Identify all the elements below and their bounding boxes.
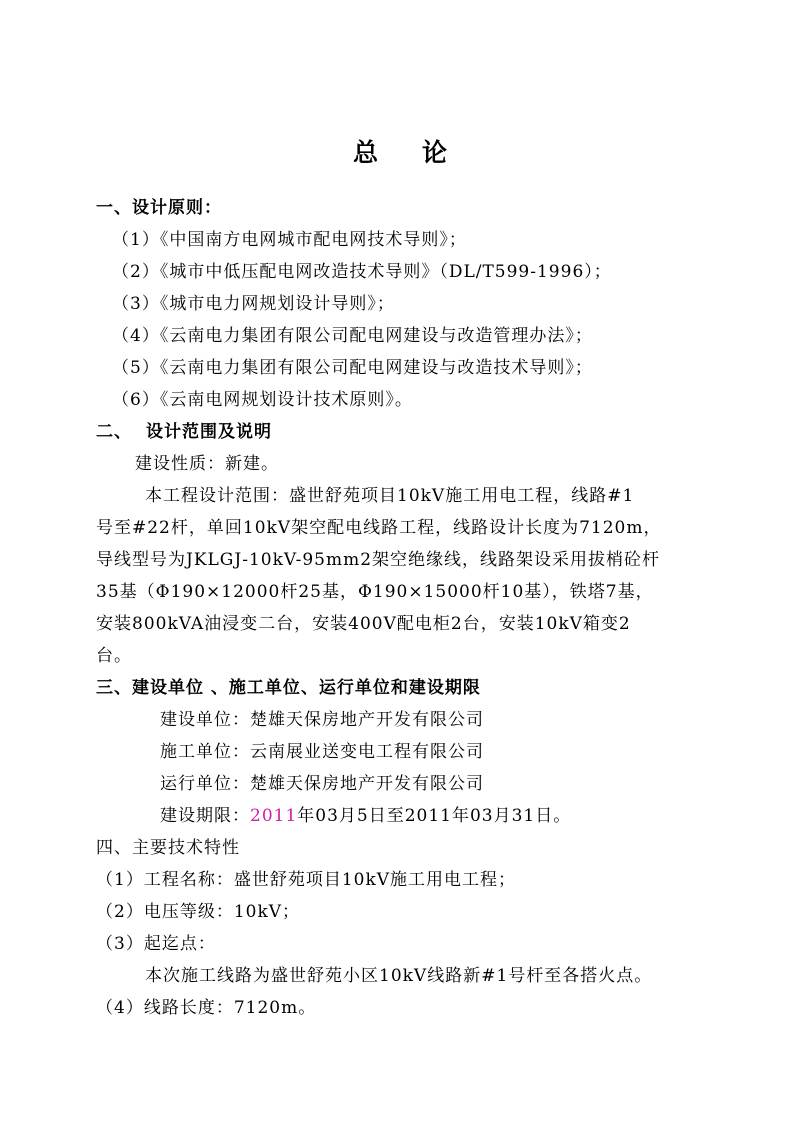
operator-unit: 运行单位：楚雄天保房地产开发有限公司 — [160, 774, 484, 794]
scope-line: 35基（Φ190×12000杆25基，Φ190×15000杆10基），铁塔7基， — [96, 582, 654, 602]
scope-line: 本工程设计范围：盛世舒苑项目10kV施工用电工程，线路#1 — [145, 486, 635, 506]
construction-nature: 建设性质：新建。 — [135, 454, 279, 474]
principle-item: （2）《城市中低压配电网改造技术导则》（DL/T599-1996）； — [112, 262, 612, 282]
period-year-highlight: 2011 — [250, 806, 298, 826]
section-1-heading: 一、设计原则： — [96, 198, 222, 218]
builder-unit: 建设单位：楚雄天保房地产开发有限公司 — [160, 710, 484, 730]
section-2-title: 设计范围及说明 — [146, 422, 272, 442]
section-2-heading — [96, 421, 272, 443]
principle-item: （4）《云南电力集团有限公司配电网建设与改造管理办法》； — [112, 326, 593, 346]
scope-line: 台。 — [96, 646, 132, 666]
period-label: 建设期限： — [160, 806, 250, 826]
spec-item: （1）工程名称：盛世舒苑项目10kV施工用电工程； — [96, 870, 517, 890]
section-4-heading: 四、主要技术特性 — [96, 838, 240, 858]
spec-item: （2）电压等级：10kV； — [96, 902, 301, 922]
construction-period — [160, 805, 571, 827]
section-2-number: 二、 — [96, 422, 132, 442]
scope-line: 号至#22杆，单回10kV架空配电线路工程，线路设计长度为7120m， — [96, 518, 662, 538]
principle-item: （1）《中国南方电网城市配电网技术导则》； — [112, 230, 467, 250]
title-char-1: 总 — [353, 138, 379, 167]
page-title — [353, 138, 448, 167]
scope-line: 安装800kVA油浸变二台，安装400V配电柜2台，安装10kV箱变2 — [96, 614, 631, 634]
title-char-2: 论 — [422, 138, 448, 167]
scope-line: 导线型号为JKLGJ-10kV-95mm2架空绝缘线，线路架设采用拔梢砼杆 — [96, 550, 661, 570]
principle-item: （3）《城市电力网规划设计导则》； — [112, 294, 395, 314]
spec-item: （3）起迄点： — [96, 934, 216, 954]
spec-item-detail: 本次施工线路为盛世舒苑小区10kV线路新#1号杆至各搭火点。 — [145, 966, 653, 986]
contractor-unit: 施工单位：云南展业送变电工程有限公司 — [160, 742, 484, 762]
period-dates: 年03月5日至2011年03月31日。 — [297, 806, 572, 826]
spec-item: （4）线路长度：7120m。 — [96, 998, 317, 1018]
section-3-heading: 三、建设单位 、施工单位、运行单位和建设期限 — [96, 678, 481, 698]
principle-item: （5）《云南电力集团有限公司配电网建设与改造技术导则》； — [112, 358, 593, 378]
principle-item: （6）《云南电网规划设计技术原则》。 — [112, 390, 413, 410]
